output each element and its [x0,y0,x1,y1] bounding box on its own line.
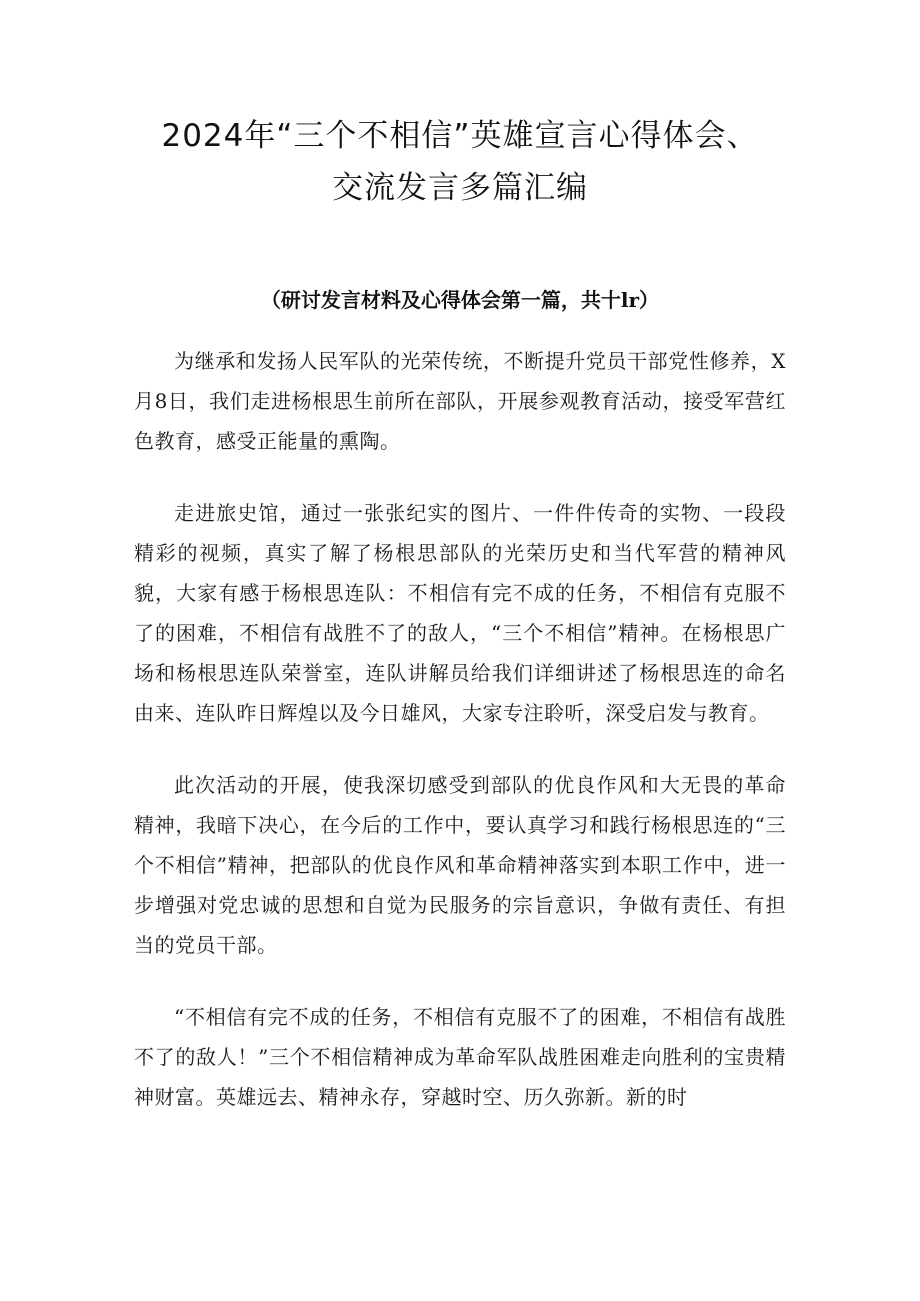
paragraph: 走进旅史馆，通过一张张纪实的图片、一件件传奇的实物、一段段精彩的视频，真实了解了杨根思部队的光荣历史和当代军营的精神风貌，大家有感于杨根思连队：不相信有完不成的任务，不相信有克服不了的困难，不相信有战胜不了的敌人，“三个不相信”精神。在杨根思广场和杨根思连队荣誉室，连队讲解员给我们详细讲述了杨根思连的命名由来、连队昨日辉煌以及今日雄风，大家专注聆听，深受启发与教育。 [134,501,786,725]
title-line-2: 交流发言多篇汇编 [332,170,588,206]
paragraph: 此次活动的开展，使我深切感受到部队的优良作风和大无畏的革命精神，我暗下决心，在今后的工作中，要认真学习和践行杨根思连的“三个不相信”精神，把部队的优良作风和革命精神落实到本职工作中，进一步增强对党忠诚的思想和自觉为民服务的宗旨意识，争做有责任、有担当的党员干部。 [134,773,786,957]
document-body [134,341,786,1149]
title-line-1: 2024年“三个不相信”英雄宣言心得体会、 [161,118,759,154]
document-title [100,110,820,214]
paragraph: 为继承和发扬人民军队的光荣传统，不断提升党员干部党性修养，X月8日，我们走进杨根思生前所在部队，开展参观教育活动，接受军营红色教育，感受正能量的熏陶。 [134,349,786,453]
paragraph: “不相信有完不成的任务，不相信有克服不了的困难，不相信有战胜不了的敌人！”三个不相信精神成为革命军队战胜困难走向胜利的宝贵精神财富。英雄远去、精神永存，穿越时空、历久弥新。新的时 [134,1005,786,1109]
document-subtitle: （研讨发言材料及心得体会第一篇，共十lr） [260,288,660,312]
